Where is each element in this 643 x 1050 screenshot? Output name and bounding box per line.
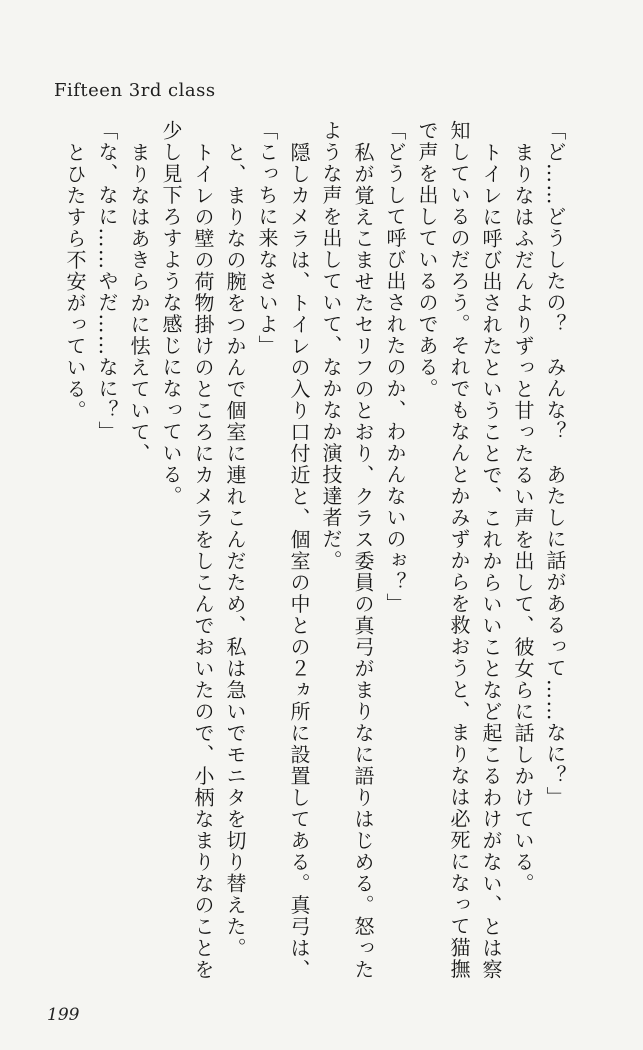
paragraph: 私が覚えこませたセリフのとおり、クラス委員の真弓がまりなに語りはじめる。怒ったような声を出していて、なかなか演技達者だ。 bbox=[319, 120, 375, 980]
paragraph: 「どうして呼び出されたのか、わかんないのぉ？」 bbox=[383, 120, 407, 615]
paragraph: トイレの壁の荷物掛けのところにカメラをしこんでおいたので、小柄なまりなのことを少し見下ろすような感じになっている。 bbox=[159, 120, 215, 980]
paragraph: まりなはあきらかに怯えていて、 bbox=[127, 141, 151, 464]
paragraph: 「な、なに……やだ……なに？」 bbox=[95, 120, 119, 443]
body-text-vertical bbox=[59, 120, 571, 982]
paragraph: トイレに呼び出されたということで、これからいいことなど起こるわけがない、とは察知しているのだろう。それでもなんとかみずからを救おうと、まりなは必死になって猫撫で声を出しているのである。 bbox=[415, 120, 503, 980]
paragraph: 「ど……どうしたの？ みんな？ あたしに話があるって……なに？」 bbox=[543, 120, 567, 808]
page-number: 199 bbox=[47, 1005, 80, 1025]
paragraph: まりなはふだんよりずっと甘ったるい声を出して、彼女らに話しかけている。 bbox=[511, 141, 535, 894]
running-header: Fifteen 3rd class bbox=[54, 80, 216, 101]
paragraph: とひたすら不安がっている。 bbox=[63, 141, 87, 421]
paragraph: と、まりなの腕をつかんで個室に連れこんだため、私は急いでモニタを切り替えた。 bbox=[223, 141, 247, 959]
paragraph: 隠しカメラは、トイレの入り口付近と、個室の中との２ヵ所に設置してある。真弓は、 bbox=[287, 141, 311, 980]
paragraph: 「こっちに来なさいよ」 bbox=[255, 120, 279, 357]
